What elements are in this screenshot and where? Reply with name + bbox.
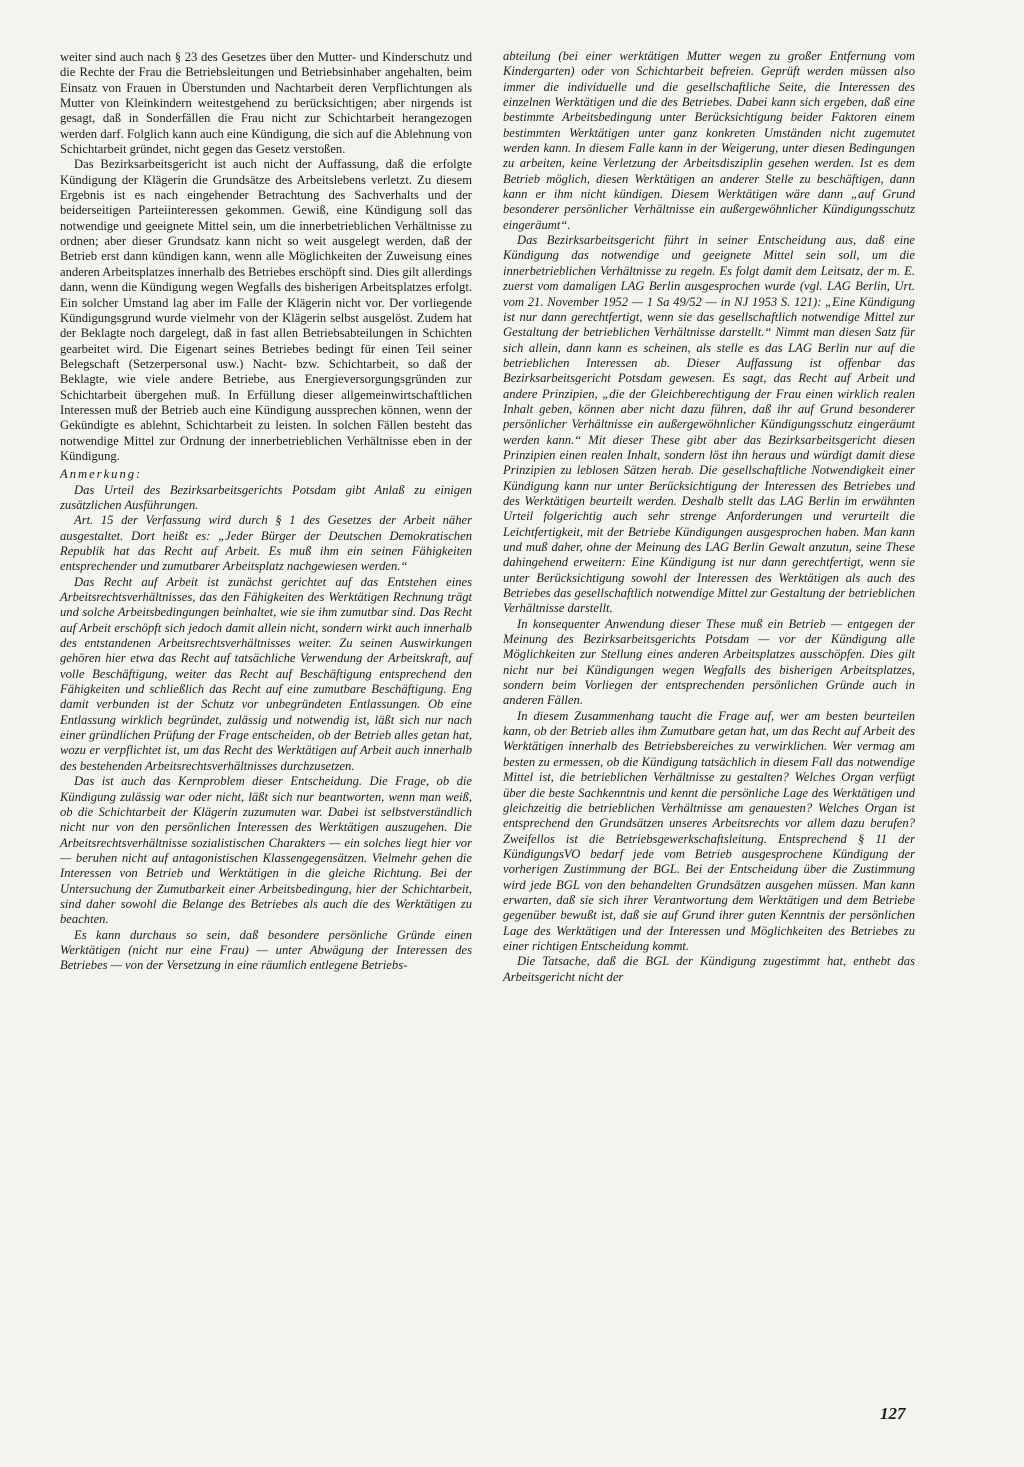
annotation-paragraph: Die Tatsache, daß die BGL der Kündigung zugestimmt hat, enthebt das Arbeitsgericht nicht der xyxy=(503,954,915,984)
annotation-heading: Anmerkung: xyxy=(60,467,143,482)
left-column xyxy=(60,50,472,974)
annotation-paragraph: Es kann durchaus so sein, daß besondere persönliche Gründe einen Werktätigen (nicht nur eine Frau) — unter Abwägung der Interessen des Betriebes — von der Versetzung in eine räumlich entlegene Betriebs- xyxy=(60,927,472,973)
annotation-paragraph: Das Urteil des Bezirksarbeitsgerichts Potsdam gibt Anlaß zu einigen zusätzlichen Ausführungen. xyxy=(60,482,472,512)
annotation-paragraph: abteilung (bei einer werktätigen Mutter wegen zu großer Entfernung vom Kindergarten) oder von Schichtarbeit befreien. Geprüft werden müssen also immer die individuelle und die gesellschaftliche Seite, die Interessen des einzelnen Werktätigen und die des Betriebes. Dabei kann sich ergeben, daß eine bestimmte Arbeitsbedingung unter Berücksichtigung beider Faktoren einem bestimmten Werktätigen unter ganz konkreten Umständen nicht zugemutet werden kann. In diesem Falle kann in der Weigerung, unter diesen Bedingungen zu arbeiten, keine Verletzung der Arbeitsdisziplin gesehen werden. Ist es dem Betrieb möglich, diesen Werktätigen an anderer Stelle zu beschäftigen, dann kann er ihm nicht kündigen. Diesem Werktätigen wäre dann „auf Grund besonderer persönlicher Verhältnisse ein außergewöhnlicher Kündigungsschutz eingeräumt“. xyxy=(503,49,915,232)
body-paragraph: weiter sind auch nach § 23 des Gesetzes über den Mutter- und Kinderschutz und die Rechte der Frau die Betriebsleitungen und Betriebsinhaber angehalten, beim Einsatz von Frauen in Überstunden und Nachtarbeit deren Verpflichtungen als Mutter von Kleinkindern weitestgehend zu berücksichtigen; aber nirgends ist gesagt, daß in Sonderfällen die Frau nicht zur Schichtarbeit herangezogen werden darf. Folglich kann auch eine Kündigung, die sich auf die Ablehnung von Schichtarbeit gründet, nicht gegen das Gesetz verstoßen. xyxy=(60,50,472,157)
body-paragraph: Das Bezirksarbeitsgericht ist auch nicht der Auffassung, daß die erfolgte Kündigung der Klägerin die Grundsätze des Arbeitslebens verletzt. Zu diesem Ergebnis ist es nach eingehender Betrachtung des Sachverhalts und der beiderseitigen Parteiinteressen gekommen. Gewiß, eine Kündigung soll das notwendige und geeignete Mittel sein, um die innerbetrieblichen Verhältnisse zu ordnen; aber dieser Grundsatz kann nicht so weit ausgelegt werden, daß der Betrieb erst dann kündigen kann, wenn alle Möglichkeiten der Zuweisung eines anderen Arbeitsplatzes innerhalb des Betriebes erschöpft sind. Dies gilt allerdings dann, wenn die Kündigung wegen Wegfalls des bisherigen Arbeitsplatzes erfolgt. Ein solcher Umstand lag aber im Falle der Klägerin nicht vor. Der vorliegende Kündigungsgrund wurde vielmehr von der Klägerin selbst ausgelöst. Zudem hat der Beklagte noch dargelegt, daß in fast allen Betriebsabteilungen in Schichten gearbeitet wird. Die Eigenart seines Betriebes bedingt für einen Teil seiner Belegschaft (Setzerpersonal usw.) Nacht- bzw. Schichtarbeit, so daß der Beklagte, wie viele andere Betriebe, aus Energieversorgungsgründen zur Schichtarbeit übergehen muß. In Erfüllung dieser allgemeinwirtschaftlichen Interessen muß der Betrieb auch eine Kündigung aussprechen können, wenn der Gekündigte es ablehnt, Schichtarbeit zu leisten. In solchen Fällen besteht das notwendige Mittel zur Ordnung der innerbetrieblichen Verhältnisse eben in der Kündigung. xyxy=(60,157,472,463)
right-column xyxy=(503,49,915,985)
annotation-paragraph: Art. 15 der Verfassung wird durch § 1 des Gesetzes der Arbeit näher ausgestaltet. Dort heißt es: „Jeder Bürger der Deutschen Demokratischen Republik hat das Recht auf Arbeit. Es muß ihm ein seinen Fähigkeiten entsprechender und zumutbarer Arbeitsplatz nachgewiesen werden.“ xyxy=(60,513,472,574)
annotation-paragraph: Das ist auch das Kernproblem dieser Entscheidung. Die Frage, ob die Kündigung zulässig war oder nicht, läßt sich nur beantworten, wenn man weiß, ob die Schichtarbeit der Klägerin zuzumuten war. Dabei ist selbstverständlich nicht nur von den persönlichen Interessen des Werktätigen auszugehen. Die Arbeitsrechtsverhältnisse sozialistischen Charakters — ein solches liegt hier vor — beruhen nicht auf antagonistischen Klassengegensätzen. Vielmehr gehen die Interessen von Betrieb und Werktätigen in die gleiche Richtung. Bei der Untersuchung der Zumutbarkeit einer Arbeitsbedingung, hier der Schichtarbeit, sind daher sowohl die Belange des Betriebes als auch die des Werktätigen zu beachten. xyxy=(60,774,472,927)
page-number: 127 xyxy=(880,1404,906,1423)
annotation-paragraph: Das Recht auf Arbeit ist zunächst gerichtet auf das Entstehen eines Arbeitsrechtsverhältnisses, das den Fähigkeiten des Werktätigen Rechnung trägt und solche Arbeitsbedingungen beinhaltet, wie sie ihm zumutbar sind. Das Recht auf Arbeit erschöpft sich jedoch damit allein nicht, sondern wirkt auch innerhalb des entstandenen Arbeitsrechtsverhältnisses weiter. Zu seinen Auswirkungen gehören hier etwa das Recht auf tatsächliche Verwendung der Arbeitskraft, auf volle Beschäftigung, weiter das Recht auf Beschäftigung entsprechend den Fähigkeiten und schließlich das Recht auf eine zumutbare Beschäftigung. Eng damit verbunden ist der Schutz vor unbegründeten Entlassungen. Ob eine Entlassung wirklich begründet, zulässig und notwendig ist, läßt sich nur nach einer gründlichen Prüfung der Frage entscheiden, ob der Betrieb alles getan hat, wozu er verpflichtet ist, um das Recht des Werktätigen auf Arbeit auch innerhalb des bestehenden Arbeitsrechtsverhältnisses durchzusetzen. xyxy=(60,574,472,773)
annotation-paragraph: In diesem Zusammenhang taucht die Frage auf, wer am besten beurteilen kann, ob der Betrieb alles ihm Zumutbare getan hat, um das Recht auf Arbeit des Werktätigen innerhalb des Betriebsbereiches zu verwirklichen. Wer vermag am besten zu ermessen, ob die Kündigung tatsächlich in diesem Fall das notwendige Mittel ist, die betrieblichen Verhältnisse zu gestalten? Welches Organ verfügt über die beste Sachkenntnis und kennt die persönliche Lage des Werktätigen und gleichzeitig die betrieblichen Verhältnisse am genauesten? Welches Organ ist entsprechend den Grundsätzen unseres Arbeitsrechts vor allem dazu berufen? Zweifellos ist die Betriebsgewerkschaftsleitung. Entsprechend § 11 der KündigungsVO bedarf jede vom Betrieb ausgesprochene Kündigung der vorherigen Zustimmung der BGL. Bei der Entscheidung über die Zustimmung wird jede BGL von den behandelten Grundsätzen ausgehen müssen. Man kann erwarten, daß sie sich ihrer Verantwortung dem Werktätigen und dem Betriebe gegenüber bewußt ist, daß sie auf Grund ihrer guten Kenntnis der persönlichen Lage des Werktätigen und der Interessen und Möglichkeiten des Betriebes zu einer richtigen Entscheidung kommt. xyxy=(503,708,915,953)
annotation-paragraph: Das Bezirksarbeitsgericht führt in seiner Entscheidung aus, daß eine Kündigung das notwendige und geeignete Mittel sein soll, um die innerbetrieblichen Verhältnisse zu regeln. Es folgt damit dem Leitsatz, der m. E. zuerst vom damaligen LAG Berlin ausgesprochen wurde (vgl. LAG Berlin, Urt. vom 21. November 1952 — 1 Sa 49/52 — in NJ 1953 S. 121): „Eine Kündigung ist nur dann gerechtfertigt, wenn sie das gesellschaftlich notwendige Mittel zur Gestaltung der betrieblichen Verhältnisse darstellt.“ Nimmt man diesen Satz für sich allein, dann kann es scheinen, als stelle es das LAG Berlin nur auf die betrieblichen Interessen ab. Dieser Auffassung ist offenbar das Bezirksarbeitsgericht Potsdam gewesen. Es sagt, das Recht auf Arbeit und andere Prinzipien, „die der Gleichberechtigung der Frau einen wirklich realen Inhalt geben, können aber nicht dazu führen, daß ihr auf Grund besonderer persönlicher Verhältnisse ein außergewöhnlicher Kündigungsschutz eingeräumt werden kann.“ Mit dieser These gibt aber das Bezirksarbeitsgericht diesen Prinzipien einen realen Inhalt, sondern löst ihn heraus und würdigt damit diese Prinzipien zu leblosen Sätzen herab. Die gesellschaftliche Notwendigkeit einer Kündigung kann nur unter Berücksichtigung der Interessen des Betriebes und des Werktätigen beurteilt werden. Deshalb stellt das LAG Berlin im erwähnten Urteil folgerichtig auch sehr strenge Anforderungen und verurteilt die Leichtfertigkeit, mit der Betriebe Kündigungen ausgesprochen haben. Man kann und muß daher, ohne der Meinung des LAG Berlin Gewalt anzutun, seine These dahingehend erweitern: Eine Kündigung ist nur dann gerechtfertigt, wenn sie unter Berücksichtigung sowohl der Interessen des Werktätigen als auch des Betriebes das gesellschaftlich notwendige Mittel zur Gestaltung der betrieblichen Verhältnisse darstellt. xyxy=(503,233,915,616)
annotation-paragraph: In konsequenter Anwendung dieser These muß ein Betrieb — entgegen der Meinung des Bezirksarbeitsgerichts Potsdam — vor der Kündigung alle Möglichkeiten zur Stellung eines anderen Arbeitsplatzes ausschöpfen. Dies gilt nicht nur bei Kündigungen wegen Wegfalls des bisherigen Arbeitsplatzes, sondern beim Vorliegen der entsprechenden persönlichen Gründe auch in anderen Fällen. xyxy=(503,616,915,708)
